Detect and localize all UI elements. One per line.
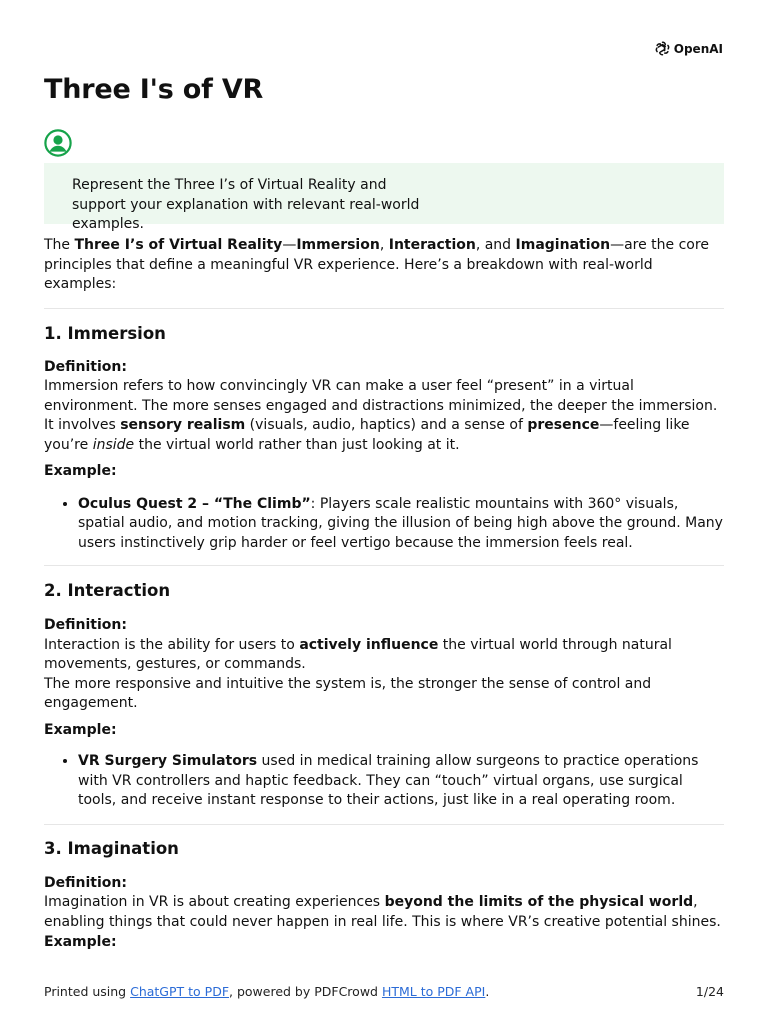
section-heading-interaction: 2. Interaction bbox=[44, 581, 171, 600]
example-list bbox=[44, 495, 724, 554]
section-heading-imagination: 3. Imagination bbox=[44, 838, 179, 858]
definition-text: Interaction is the ability for users to actively influence the virtual world through natural movements, gestures, or commands. bbox=[44, 636, 672, 672]
definition-text: Imagination in VR is about creating experiences beyond the limits of the physical world, enabling things that could never happen in real life. This is where VR’s creative potential shines. bbox=[44, 894, 721, 930]
list-item: • VR Surgery Simulators used in medical training allow surgeons to practice operations with VR controllers and haptic feedback. They can “touch” virtual organs, use surgical tools, and receive instant response to their actions, just like in a real operating room. bbox=[78, 752, 724, 811]
definition-label: Definition: bbox=[44, 874, 127, 891]
openai-logo-icon bbox=[654, 40, 671, 57]
page-title: Three I's of VR bbox=[44, 74, 264, 105]
chatgpt-to-pdf-link[interactable]: ChatGPT to PDF bbox=[130, 984, 230, 999]
definition-text: Immersion refers to how convincingly VR can make a user feel “present” in a virtual environment. The more senses engaged and distractions minimized, the deeper the immersion. bbox=[44, 378, 718, 414]
page-footer bbox=[44, 984, 724, 999]
user-avatar-icon bbox=[44, 129, 72, 157]
section-divider bbox=[44, 824, 724, 825]
intro-paragraph: The Three I’s of Virtual Reality—Immersion, Interaction, and Imagination—are the core principles that define a meaningful VR experience. Here’s a breakdown with real-world examples: bbox=[44, 237, 709, 292]
section-divider bbox=[44, 565, 724, 566]
example-list bbox=[44, 752, 724, 811]
html-to-pdf-api-link[interactable]: HTML to PDF API bbox=[381, 984, 486, 999]
user-prompt: Represent the Three I’s of Virtual Reality and support your explanation with relevant real-world examples. bbox=[44, 163, 724, 224]
example-label: Example: bbox=[44, 463, 117, 479]
definition-label: Definition: bbox=[44, 617, 127, 633]
definition-text: The more responsive and intuitive the system is, the stronger the sense of control and engagement. bbox=[44, 675, 652, 711]
section-heading-immersion: 1. Immersion bbox=[44, 323, 166, 343]
page-number: 1/24 bbox=[695, 984, 724, 999]
definition-text: It involves sensory realism (visuals, audio, haptics) and a sense of presence—feeling like you’re inside the virtual world rather than just looking at it. bbox=[44, 417, 690, 453]
openai-logo bbox=[654, 40, 723, 57]
openai-wordmark: OpenAI bbox=[673, 41, 723, 56]
list-item: • Oculus Quest 2 – “The Climb”: Players scale realistic mountains with 360° visuals, spatial audio, and motion tracking, giving the illusion of being high above the ground. Many users instinctively grip harder or feel vertigo because the immersion feels real. bbox=[78, 495, 724, 554]
response-body bbox=[44, 236, 724, 953]
example-label: Example: bbox=[44, 934, 117, 950]
definition-label: Definition: bbox=[44, 358, 127, 375]
footer-credit: Printed using ChatGPT to PDF, powered by PDFCrowd HTML to PDF API. bbox=[44, 984, 490, 999]
section-divider bbox=[44, 308, 724, 309]
example-label: Example: bbox=[44, 721, 117, 738]
